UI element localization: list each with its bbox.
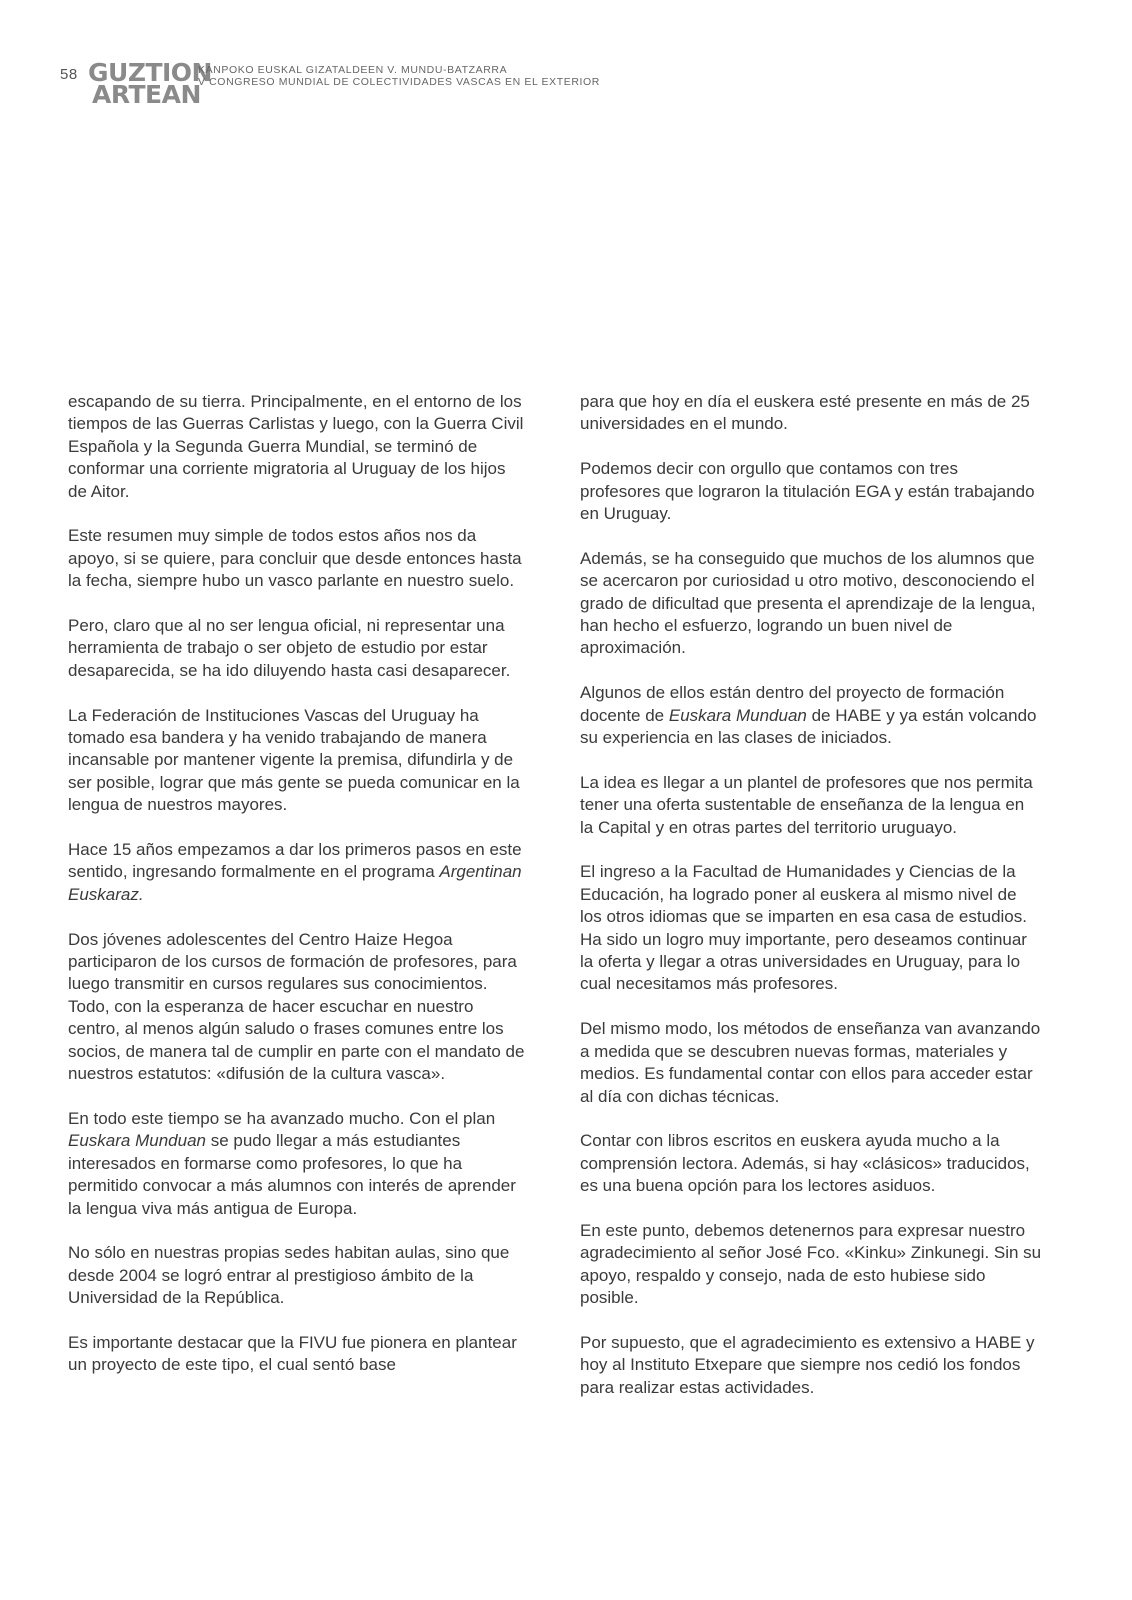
paragraph-text: se pudo llegar a más estudiantes interesados en formarse como profesores, lo que ha permitido convocar a más alumnos con interés de aprender la lengua viva más antigua de Europa. [68,1131,516,1218]
plan-name-italic: Euskara Munduan [68,1131,206,1151]
page-number: 58 [60,66,78,83]
paragraph: La idea es llegar a un plantel de profesores que nos permita tener una oferta sustentable de enseñanza de la lengua en la Capital y en otras partes del territorio uruguayo. [580,772,1033,837]
paragraph [68,1108,528,1220]
paragraph: Es importante destacar que la FIVU fue pionera en plantear un proyecto de este tipo, el cual sentó base [68,1332,517,1375]
paragraph: Por supuesto, que el agradecimiento es extensivo a HABE y hoy al Instituto Etxepare que siempre nos cedió los fondos para realizar estas actividades. [580,1332,1035,1397]
paragraph-text: En todo este tiempo se ha avanzado mucho. Con el plan [68,1108,496,1128]
paragraph-text: Hace 15 años empezamos a dar los primeros pasos en este sentido, ingresando formalmente en el programa [68,840,522,882]
logo-line-2: ARTEAN [92,80,201,109]
paragraph: Contar con libros escritos en euskera ayuda mucho a la comprensión lectora. Además, si hay «clásicos» traducidos, es una buena opción para los lectores asiduos. [580,1131,1030,1196]
paragraph: Además, se ha conseguido que muchos de los alumnos que se acercaron por curiosidad u otro motivo, desconociendo el grado de dificultad que presenta el aprendizaje de la lengua, han hecho el esfuerzo, logrando un buen nivel de aproximación. [580,548,1036,658]
left-text-column [68,391,528,1377]
paragraph: Podemos decir con orgullo que contamos con tres profesores que lograron la titulación EGA y están trabajando en Uruguay. [580,459,1035,524]
header-subtitle-basque: KANPOKO EUSKAL GIZATALDEEN V. MUNDU-BATZARRA [198,64,508,76]
paragraph-text: Algunos de ellos están dentro del proyecto de formación docente de [580,683,1005,725]
header-subtitle-spanish: V CONGRESO MUNDIAL DE COLECTIVIDADES VASCAS EN EL EXTERIOR [198,76,600,88]
paragraph [580,682,1042,749]
paragraph: No sólo en nuestras propias sedes habitan aulas, sino que desde 2004 se logró entrar al prestigioso ámbito de la Universidad de la República. [68,1243,510,1308]
paragraph: escapando de su tierra. Principalmente, en el entorno de los tiempos de las Guerras Carlistas y luego, con la Guerra Civil Española y la Segunda Guerra Mundial, se terminó de conformar una corriente migratoria al Uruguay de los hijos de Aitor. [68,392,524,501]
paragraph: El ingreso a la Facultad de Humanidades y Ciencias de la Educación, ha logrado poner al euskera al mismo nivel de los otros idiomas que se imparten en esa casa de estudios. Ha sido un logro muy importante, pero deseamos continuar la oferta y llegar a otras universidades en Uruguay, para lo cual necesitamos más profesores. [580,862,1027,994]
paragraph: En este punto, debemos detenernos para expresar nuestro agradecimiento al señor José Fco. «Kinku» Zinkunegi. Sin su apoyo, respaldo y consejo, nada de esto hubiese sido posible. [580,1220,1042,1308]
project-name-italic: Euskara Munduan [668,705,807,725]
paragraph: Pero, claro que al no ser lengua oficial, ni representar una herramienta de trabajo o ser objeto de estudio por estar desaparecida, se ha ido diluyendo hasta casi desaparecer. [68,616,511,680]
logo-line-1: GUZTION [88,58,212,87]
header-subtitle [198,64,600,88]
publication-logo [88,58,212,109]
right-text-column [580,391,1042,1399]
paragraph: Dos jóvenes adolescentes del Centro Haize Hegoa participaron de los cursos de formación de profesores, para luego transmitir en cursos regulares sus conocimientos. Todo, con la esperanza de hacer escuchar en nuestro centro, al menos algún saludo o frases comunes entre los socios, de manera tal de cumplir en parte con el mandato de nuestros estatutos: «difusión de la cultura vasca». [68,929,525,1084]
paragraph: Este resumen muy simple de todos estos años nos da apoyo, si se quiere, para concluir que desde entonces hasta la fecha, siempre hubo un vasco parlante en nuestro suelo. [68,526,522,591]
paragraph: para que hoy en día el euskera esté presente en más de 25 universidades en el mundo. [580,392,1030,434]
paragraph [68,839,528,906]
paragraph: Del mismo modo, los métodos de enseñanza van avanzando a medida que se descubren nuevas formas, materiales y medios. Es fundamental contar con ellos para acceder estar al día con dichas técnicas. [580,1019,1041,1106]
paragraph: La Federación de Instituciones Vascas del Uruguay ha tomado esa bandera y ha venido trabajando de manera incansable por mantener vigente la premisa, difundirla y de ser posible, lograr que más gente se pueda comunicar en la lengua de nuestros mayores. [68,705,520,815]
program-name-italic: Argentinan Euskaraz. [68,862,522,904]
paragraph-text: de HABE y ya están volcando su experiencia en las clases de iniciados. [580,705,1037,748]
